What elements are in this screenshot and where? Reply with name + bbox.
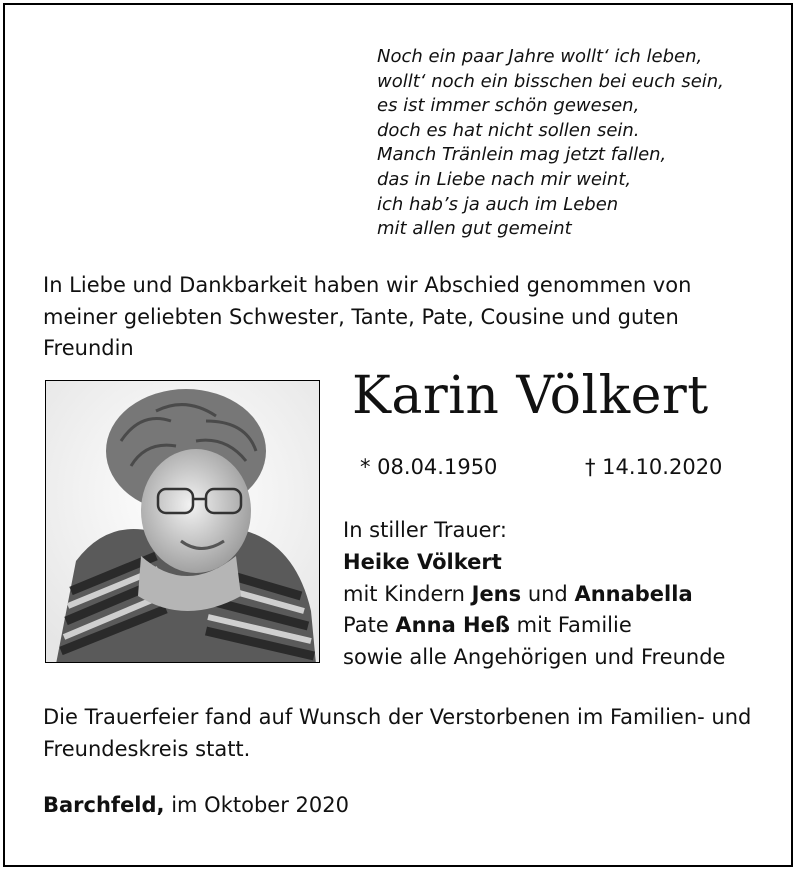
place-date-text: im Oktober 2020 — [164, 793, 349, 817]
mourners-block — [343, 515, 725, 674]
poem-line: doch es hat nicht sollen sein. — [377, 119, 640, 141]
mourners-heading: In stiller Trauer: — [343, 518, 507, 542]
death-date: † 14.10.2020 — [585, 455, 723, 479]
poem-line: das in Liebe nach mir weint, — [377, 168, 632, 190]
poem-line: wollt‘ noch ein bisschen bei euch sein, — [377, 70, 724, 92]
poem-line: ich hab’s ja auch im Leben — [377, 193, 619, 215]
portrait-photo — [45, 380, 320, 663]
place-town: Barchfeld, — [43, 793, 165, 817]
child-name: Annabella — [574, 581, 693, 606]
intro-text: In Liebe und Dankbarkeit haben wir Abschied genommen von meiner geliebten Schwester, Tante, Pate, Cousine und guten Freundin — [43, 273, 692, 360]
poem-line: Manch Tränlein mag jetzt fallen, — [377, 144, 667, 166]
godparent-name: Anna Heß — [395, 613, 510, 638]
mourner-line-relatives: sowie alle Angehörigen und Freunde — [343, 645, 726, 670]
poem-line: es ist immer schön gewesen, — [377, 95, 640, 117]
deceased-name: Karin Völkert — [352, 366, 709, 426]
place-date — [43, 793, 349, 817]
birth-date: * 08.04.1950 — [360, 455, 498, 479]
poem-line: Noch ein paar Jahre wollt‘ ich leben, — [377, 46, 703, 67]
child-name: Jens — [471, 581, 522, 606]
mourner-primary: Heike Völkert — [343, 549, 502, 574]
poem-line: mit allen gut gemeint — [377, 218, 572, 240]
funeral-note: Die Trauerfeier fand auf Wunsch der Verstorbenen im Familien- und Freundeskreis statt. — [43, 705, 752, 761]
mourner-line-godparent: Pate Anna Heß mit Familie — [343, 613, 632, 638]
mourner-line-children: mit Kindern Jens und Annabella — [343, 581, 693, 606]
poem — [377, 45, 724, 242]
